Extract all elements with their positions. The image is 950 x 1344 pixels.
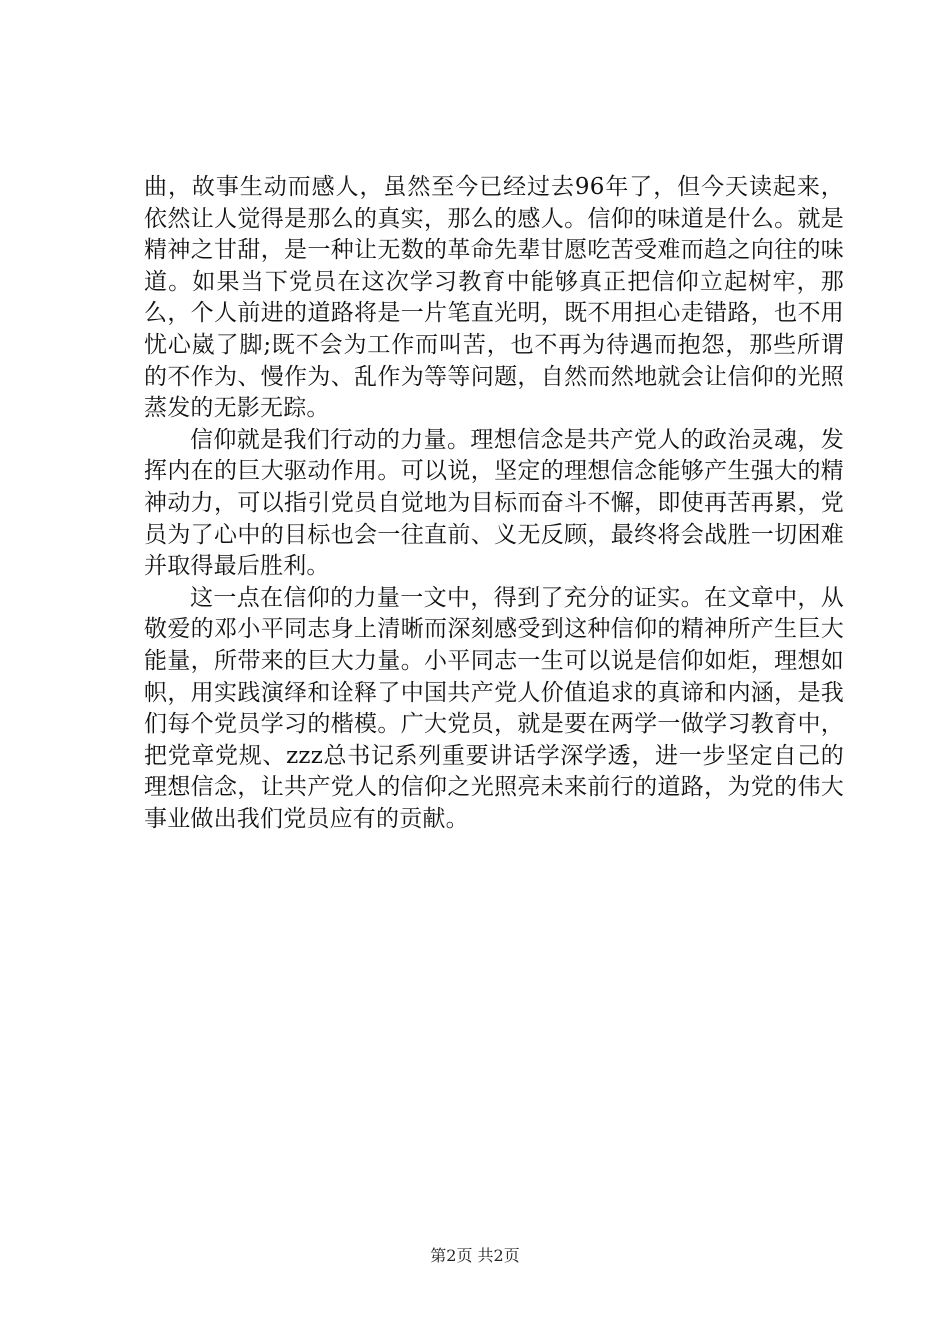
page-footer: 第2页 共2页 bbox=[430, 1246, 520, 1265]
document-body bbox=[144, 172, 844, 835]
paragraph-2: 信仰就是我们行动的力量。理想信念是共产党人的政治灵魂，发挥内在的巨大驱动作用。可以说，坚定的理想信念能够产生强大的精神动力，可以指引党员自觉地为目标而奋斗不懈，即使再苦再累，党员为了心中的目标也会一往直前、义无反顾，最终将会战胜一切困难并取得最后胜利。 bbox=[144, 426, 844, 580]
paragraph-1: 曲，故事生动而感人，虽然至今已经过去96年了，但今天读起来，依然让人觉得是那么的真实，那么的感人。信仰的味道是什么。就是精神之甘甜，是一种让无数的革命先辈甘愿吃苦受难而趋之向往的味道。如果当下党员在这次学习教育中能够真正把信仰立起树牢，那么，个人前进的道路将是一片笔直光明，既不用担心走错路，也不用忧心崴了脚;既不会为工作而叫苦，也不再为待遇而抱怨，那些所谓的不作为、慢作为、乱作为等等问题，自然而然地就会让信仰的光照蒸发的无影无踪。 bbox=[144, 174, 844, 422]
paragraph-3: 这一点在信仰的力量一文中，得到了充分的证实。在文章中，从敬爱的邓小平同志身上清晰而深刻感受到这种信仰的精神所产生巨大能量，所带来的巨大力量。小平同志一生可以说是信仰如炬，理想如帜，用实践演绎和诠释了中国共产党人价值追求的真谛和内涵，是我们每个党员学习的楷模。广大党员，就是要在两学一做学习教育中，把党章党规、zzz总书记系列重要讲话学深学透，进一步坚定自己的理想信念，让共产党人的信仰之光照亮未来前行的道路，为党的伟大事业做出我们党员应有的贡献。 bbox=[144, 584, 844, 832]
